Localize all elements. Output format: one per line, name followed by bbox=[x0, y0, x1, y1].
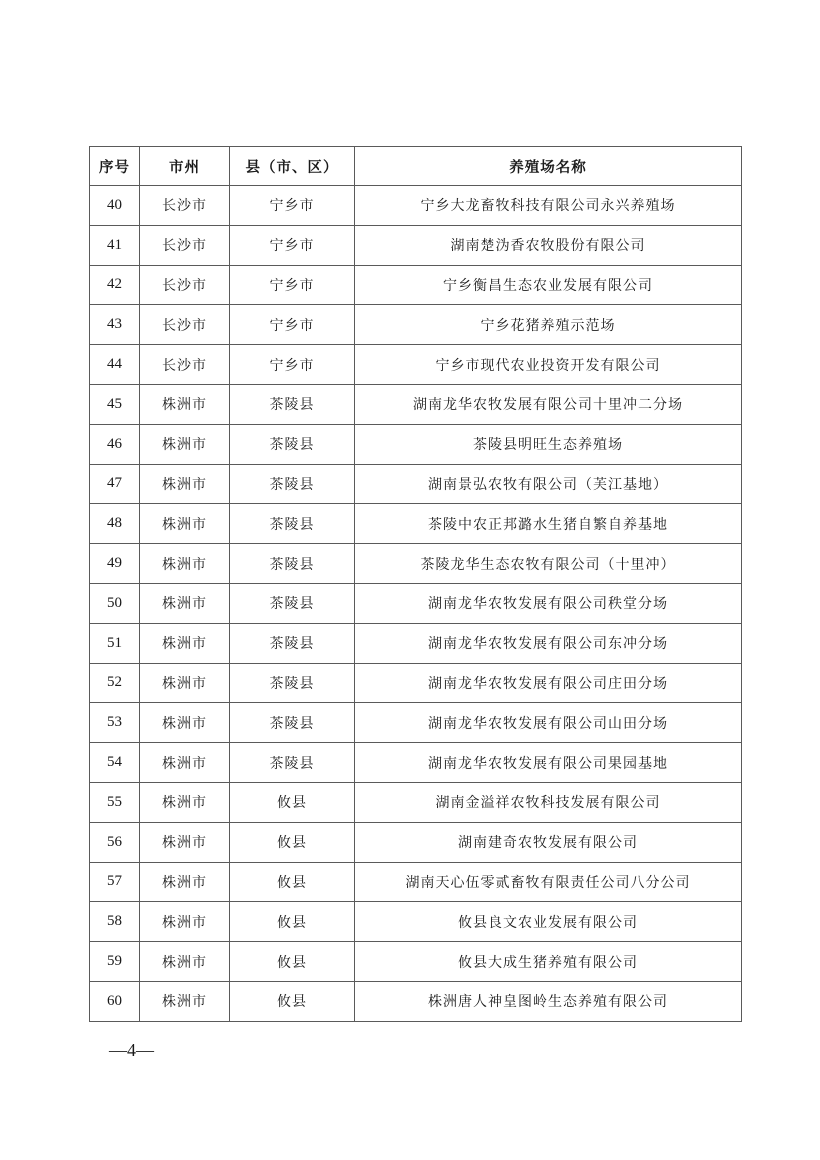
row-seq: 56 bbox=[90, 822, 140, 862]
row-farm-name: 湖南龙华农牧发展有限公司庄田分场 bbox=[355, 663, 742, 703]
row-seq: 44 bbox=[90, 345, 140, 385]
row-seq: 47 bbox=[90, 464, 140, 504]
row-city: 株洲市 bbox=[140, 504, 230, 544]
row-city: 株洲市 bbox=[140, 544, 230, 584]
row-farm-name: 湖南景弘农牧有限公司（芙江基地） bbox=[355, 464, 742, 504]
row-seq: 54 bbox=[90, 743, 140, 783]
row-city: 株洲市 bbox=[140, 902, 230, 942]
row-seq: 58 bbox=[90, 902, 140, 942]
row-county: 宁乡市 bbox=[230, 265, 355, 305]
table-header bbox=[90, 147, 742, 186]
row-farm-name: 宁乡衡昌生态农业发展有限公司 bbox=[355, 265, 742, 305]
row-city: 株洲市 bbox=[140, 862, 230, 902]
table-row bbox=[90, 862, 742, 902]
table-row bbox=[90, 703, 742, 743]
table-row bbox=[90, 464, 742, 504]
row-county: 宁乡市 bbox=[230, 305, 355, 345]
table-row bbox=[90, 663, 742, 703]
row-city: 株洲市 bbox=[140, 981, 230, 1021]
row-city: 株洲市 bbox=[140, 424, 230, 464]
row-county: 茶陵县 bbox=[230, 424, 355, 464]
row-city: 株洲市 bbox=[140, 743, 230, 783]
table-row bbox=[90, 981, 742, 1021]
row-farm-name: 湖南楚沩香农牧股份有限公司 bbox=[355, 225, 742, 265]
row-seq: 60 bbox=[90, 981, 140, 1021]
table-row bbox=[90, 583, 742, 623]
row-farm-name: 湖南天心伍零贰畜牧有限责任公司八分公司 bbox=[355, 862, 742, 902]
page-number: —4— bbox=[109, 1040, 154, 1060]
row-city: 株洲市 bbox=[140, 942, 230, 982]
header-county: 县（市、区） bbox=[230, 147, 355, 186]
row-county: 茶陵县 bbox=[230, 703, 355, 743]
table-row bbox=[90, 504, 742, 544]
row-seq: 43 bbox=[90, 305, 140, 345]
table-row bbox=[90, 822, 742, 862]
table-row bbox=[90, 942, 742, 982]
row-seq: 48 bbox=[90, 504, 140, 544]
header-row bbox=[90, 147, 742, 186]
row-farm-name: 湖南建奇农牧发展有限公司 bbox=[355, 822, 742, 862]
table-row bbox=[90, 384, 742, 424]
row-city: 株洲市 bbox=[140, 464, 230, 504]
row-seq: 50 bbox=[90, 583, 140, 623]
row-city: 株洲市 bbox=[140, 663, 230, 703]
row-farm-name: 宁乡市现代农业投资开发有限公司 bbox=[355, 345, 742, 385]
row-farm-name: 湖南龙华农牧发展有限公司山田分场 bbox=[355, 703, 742, 743]
table-row bbox=[90, 902, 742, 942]
row-seq: 40 bbox=[90, 186, 140, 226]
row-city: 长沙市 bbox=[140, 345, 230, 385]
row-city: 长沙市 bbox=[140, 225, 230, 265]
row-farm-name: 湖南龙华农牧发展有限公司秩堂分场 bbox=[355, 583, 742, 623]
row-county: 宁乡市 bbox=[230, 225, 355, 265]
row-farm-name: 宁乡大龙畜牧科技有限公司永兴养殖场 bbox=[355, 186, 742, 226]
row-seq: 42 bbox=[90, 265, 140, 305]
row-county: 攸县 bbox=[230, 942, 355, 982]
row-city: 株洲市 bbox=[140, 384, 230, 424]
row-county: 攸县 bbox=[230, 782, 355, 822]
row-seq: 59 bbox=[90, 942, 140, 982]
row-county: 茶陵县 bbox=[230, 623, 355, 663]
table-row bbox=[90, 265, 742, 305]
table-row bbox=[90, 186, 742, 226]
row-county: 茶陵县 bbox=[230, 544, 355, 584]
row-city: 长沙市 bbox=[140, 265, 230, 305]
row-city: 长沙市 bbox=[140, 186, 230, 226]
table-row bbox=[90, 345, 742, 385]
row-county: 茶陵县 bbox=[230, 504, 355, 544]
row-seq: 51 bbox=[90, 623, 140, 663]
row-seq: 45 bbox=[90, 384, 140, 424]
row-county: 宁乡市 bbox=[230, 186, 355, 226]
table-row bbox=[90, 305, 742, 345]
table-row bbox=[90, 225, 742, 265]
header-farm-name: 养殖场名称 bbox=[355, 147, 742, 186]
row-farm-name: 湖南龙华农牧发展有限公司果园基地 bbox=[355, 743, 742, 783]
table-row bbox=[90, 544, 742, 584]
row-county: 攸县 bbox=[230, 822, 355, 862]
table-row bbox=[90, 782, 742, 822]
row-seq: 53 bbox=[90, 703, 140, 743]
row-county: 宁乡市 bbox=[230, 345, 355, 385]
row-city: 株洲市 bbox=[140, 703, 230, 743]
row-city: 株洲市 bbox=[140, 782, 230, 822]
row-city: 长沙市 bbox=[140, 305, 230, 345]
table-row bbox=[90, 743, 742, 783]
table-body bbox=[90, 186, 742, 1022]
row-farm-name: 湖南龙华农牧发展有限公司东冲分场 bbox=[355, 623, 742, 663]
row-county: 攸县 bbox=[230, 862, 355, 902]
row-seq: 46 bbox=[90, 424, 140, 464]
row-city: 株洲市 bbox=[140, 623, 230, 663]
row-farm-name: 湖南金溢祥农牧科技发展有限公司 bbox=[355, 782, 742, 822]
row-county: 攸县 bbox=[230, 981, 355, 1021]
row-farm-name: 攸县良文农业发展有限公司 bbox=[355, 902, 742, 942]
row-county: 茶陵县 bbox=[230, 464, 355, 504]
row-farm-name: 茶陵龙华生态农牧有限公司（十里冲） bbox=[355, 544, 742, 584]
row-farm-name: 宁乡花猪养殖示范场 bbox=[355, 305, 742, 345]
row-seq: 52 bbox=[90, 663, 140, 703]
row-county: 茶陵县 bbox=[230, 663, 355, 703]
row-seq: 57 bbox=[90, 862, 140, 902]
row-county: 茶陵县 bbox=[230, 384, 355, 424]
row-farm-name: 茶陵中农正邦潞水生猪自繁自养基地 bbox=[355, 504, 742, 544]
row-farm-name: 茶陵县明旺生态养殖场 bbox=[355, 424, 742, 464]
header-city: 市州 bbox=[140, 147, 230, 186]
row-county: 茶陵县 bbox=[230, 583, 355, 623]
row-seq: 49 bbox=[90, 544, 140, 584]
row-county: 攸县 bbox=[230, 902, 355, 942]
row-farm-name: 攸县大成生猪养殖有限公司 bbox=[355, 942, 742, 982]
row-seq: 41 bbox=[90, 225, 140, 265]
row-county: 茶陵县 bbox=[230, 743, 355, 783]
row-farm-name: 株洲唐人神皇图岭生态养殖有限公司 bbox=[355, 981, 742, 1021]
table-row bbox=[90, 623, 742, 663]
row-city: 株洲市 bbox=[140, 583, 230, 623]
farm-list-table bbox=[89, 146, 742, 1022]
header-seq: 序号 bbox=[90, 147, 140, 186]
row-farm-name: 湖南龙华农牧发展有限公司十里冲二分场 bbox=[355, 384, 742, 424]
table-row bbox=[90, 424, 742, 464]
row-city: 株洲市 bbox=[140, 822, 230, 862]
row-seq: 55 bbox=[90, 782, 140, 822]
